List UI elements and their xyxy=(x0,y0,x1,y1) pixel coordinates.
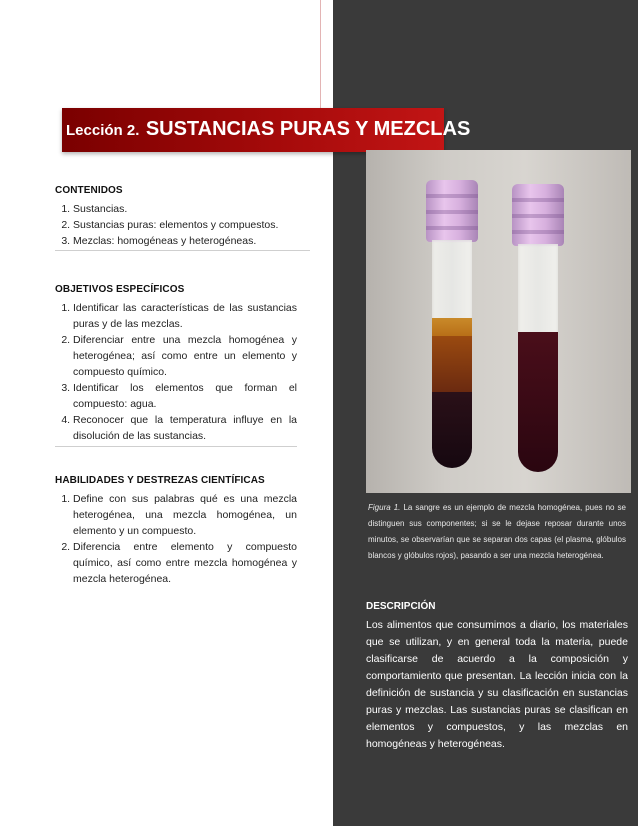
contenidos-list xyxy=(55,201,297,249)
objetivos-section xyxy=(55,282,297,444)
descripcion-heading: DESCRIPCIÓN xyxy=(366,601,436,612)
tube-left xyxy=(432,240,472,468)
objetivos-heading: OBJETIVOS ESPECÍFICOS xyxy=(55,284,185,295)
right-edge-line xyxy=(320,0,321,108)
lesson-label: Lección 2. xyxy=(66,122,140,139)
figure-caption xyxy=(368,500,626,564)
title-bar xyxy=(62,108,471,152)
lesson-title: SUSTANCIAS PURAS Y MEZCLAS xyxy=(145,118,471,140)
habilidades-list xyxy=(55,491,297,587)
list-item: 1. Identificar las características de las sustancias puras y de las mezclas. xyxy=(73,300,297,332)
figure-caption-text: La sangre es un ejemplo de mezcla homogénea, pues no se distinguen sus componentes; si se le dejase reposar durante unos minutos, se observarían que se separan dos capas (el plasma, glóbulos blancos y glóbulos rojos), pasando a ser una mezcla heterogénea. xyxy=(368,503,626,560)
blood-tubes-photo xyxy=(366,150,631,493)
divider xyxy=(55,446,297,447)
list-item: 4. Reconocer que la temperatura influye en la disolución de las sustancias. xyxy=(73,412,297,444)
list-item: 1. Define con sus palabras qué es una mezcla heterogénea, una mezcla homogénea, un elemento y un compuesto. xyxy=(73,491,297,539)
figure-label: Figura 1. xyxy=(368,503,401,512)
list-item: 2. Diferenciar entre una mezcla homogénea y heterogénea; así como entre un elemento y compuesto químico. xyxy=(73,332,297,380)
tube-cap-right xyxy=(512,184,564,246)
contenidos-section xyxy=(55,183,297,249)
tube-right xyxy=(518,244,558,472)
list-item: 1. Sustancias. xyxy=(73,201,297,217)
tube-cap-left xyxy=(426,180,478,242)
divider xyxy=(55,250,310,251)
list-item: 2. Sustancias puras: elementos y compuestos. xyxy=(73,217,297,233)
list-item: 3. Identificar los elementos que forman el compuesto: agua. xyxy=(73,380,297,412)
objetivos-list xyxy=(55,300,297,444)
page-title xyxy=(66,118,470,141)
list-item: 3. Mezclas: homogéneas y heterogéneas. xyxy=(73,233,297,249)
descripcion-section xyxy=(366,598,628,753)
list-item: 2. Diferencia entre elemento y compuesto químico, así como entre mezcla homogénea y mezcla heterogénea. xyxy=(73,539,297,587)
habilidades-section xyxy=(55,473,297,587)
habilidades-heading: HABILIDADES Y DESTREZAS CIENTÍFICAS xyxy=(55,475,265,486)
descripcion-text: Los alimentos que consumimos a diario, los materiales que se utilizan, y en general toda la materia, puede clasificarse de acuerdo a la composición y comportamiento que presentan. La lección inicia con la definición de sustancia y su clasificación en sustancias puras y mezclas. Las sustancias puras se clasifican en elementos y compuestos, y las mezclas en homogéneas y heterogéneas. xyxy=(366,619,628,750)
contenidos-heading: CONTENIDOS xyxy=(55,185,123,196)
